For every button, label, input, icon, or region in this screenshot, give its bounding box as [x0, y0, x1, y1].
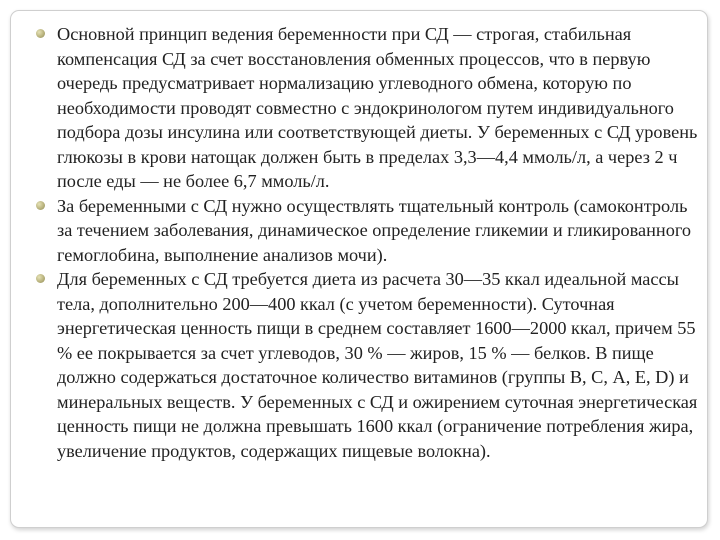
bullet-dot-icon	[36, 29, 45, 38]
bullet-dot-icon	[36, 201, 45, 210]
bullet-list	[33, 22, 703, 463]
bullet-item-principle	[33, 22, 703, 194]
bullet-text: Основной принцип ведения беременности при СД — строгая, стабильная компенсация СД за счет восстановления обменных процессов, что в первую очередь предусматривает нормализацию углеводного обмена, которую по необходимости проводят совместно с эндокринологом путем индивидуального подбора дозы инсулина или соответствующей диеты. У беременных с СД уровень глюкозы в крови натощак должен быть в пределах 3,3—4,4 ммоль/л, а через 2 ч после еды — не более 6,7 ммоль/л.	[57, 24, 698, 191]
bullet-text: За беременными с СД нужно осуществлять тщательный контроль (самоконтроль за течением заболевания, динамическое определение гликемии и гликированного гемоглобина, выполнение анализов мочи).	[57, 195, 692, 265]
bullet-text: Для беременных с СД требуется диета из расчета 30—35 ккал идеальной массы тела, дополнительно 200—400 ккал (с учетом беременности). Суточная энергетическая ценность пищи в среднем составляет 1600—2000 ккал, причем 55 % ее покрывается за счет углеводов, 30 % — жиров, 15 % — белков. В пище должно содержаться достаточное количество витаминов (группы В, С, А, Е, D) и минеральных веществ. У беременных с СД и ожирением суточная энергетическая ценность пищи не должна превышать 1600 ккал (ограничение потребления жира, увеличение продуктов, содержащих пищевые волокна).	[57, 269, 698, 461]
slide-frame	[10, 10, 708, 528]
bullet-item-diet	[33, 267, 703, 463]
bullet-dot-icon	[36, 274, 45, 283]
bullet-item-control	[33, 194, 703, 268]
